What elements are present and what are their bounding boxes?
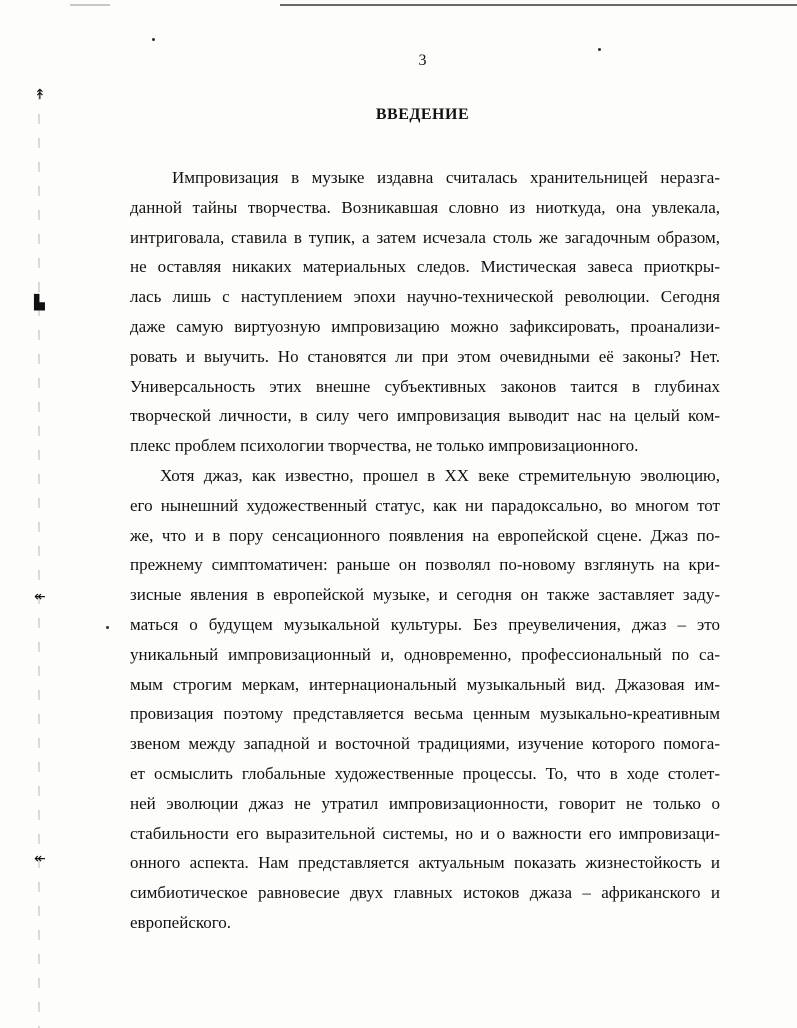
- text-line: зисные явления в европейской музыке, и сегодня он также заставляет заду-: [130, 585, 720, 605]
- text-line: творческой личности, в силу чего импровизация выводит нас на целый ком-: [130, 406, 720, 426]
- text-line: плекс проблем психологии творчества, не только импровизационного.: [130, 436, 639, 456]
- page-number: 3: [418, 52, 427, 69]
- text-line: не оставляя никаких материальных следов. Мистическая завеса приоткры-: [130, 257, 720, 277]
- section-heading: ВВЕДЕНИЕ: [375, 106, 470, 123]
- text-line: лась лишь с наступлением эпохи научно-технической революции. Сегодня: [130, 287, 720, 307]
- text-line: Импровизация в музыке издавна считалась хранительницей неразга-: [172, 168, 720, 187]
- text-line: уникальный импровизационный и, одновременно, профессиональный по са-: [130, 644, 720, 664]
- text-line: данной тайны творчества. Возникавшая словно из ниоткуда, она увлекала,: [130, 197, 720, 217]
- text-line: европейского.: [130, 912, 232, 932]
- text-line: мым строгим меркам, интернациональный музыкальный вид. Джазовая им-: [130, 674, 720, 694]
- text-line: звеном между западной и восточной традициями, изучение которого помога-: [130, 734, 720, 754]
- text-line: провизация поэтому представляется весьма ценным музыкально-креативным: [130, 704, 720, 724]
- text-line: онного аспекта. Нам представляется актуальным показать жизнестойкость и: [130, 853, 720, 873]
- text-line: Хотя джаз, как известно, прошел в XX веке стремительную эволюцию,: [160, 465, 720, 485]
- binder-hole-mark-icon: ↞: [34, 589, 46, 605]
- text-line: ней эволюции джаз не утратил импровизационности, говорит не только о: [130, 793, 720, 813]
- text-line: ровать и выучить. Но становятся ли при этом очевидными её законы? Нет.: [130, 346, 720, 366]
- text-line: же, что и в пору сенсационного появления на европейской сцене. Джаз по-: [130, 525, 720, 545]
- scan-top-edge: [0, 4, 797, 6]
- binder-hole-mark-icon: ↞: [34, 851, 46, 867]
- text-line: стабильности его выразительной системы, но и о важности его импровизаци-: [130, 823, 720, 843]
- paragraph-2: [130, 461, 720, 938]
- text-line: интриговала, ставила в тупик, а затем исчезала столь же загадочным образом,: [130, 227, 720, 247]
- text-line: Универсальность этих внешне субъективных законов таится в глубинах: [130, 376, 720, 396]
- scan-speck: [598, 48, 601, 51]
- text-line: прежнему симптоматичен: раньше он позволял по-новому взглянуть на кри-: [130, 555, 720, 575]
- text-line: ет осмыслить глобальные художественные процессы. То, что в ходе столет-: [130, 763, 720, 783]
- binding-edge: [38, 90, 40, 1028]
- text-line: симбиотическое равновесие двух главных истоков джаза – африканского и: [130, 883, 720, 903]
- text-line: его нынешний художественный статус, как ни парадоксально, во многом тот: [130, 495, 720, 515]
- scan-speck: [106, 626, 109, 629]
- body-text: [130, 163, 720, 938]
- text-line: даже самую виртуозную импровизацию можно зафиксировать, проанализи-: [130, 316, 720, 336]
- scan-speck: [152, 38, 155, 41]
- binder-hole-mark-icon: ▙: [34, 295, 45, 311]
- binder-hole-mark-icon: ↟: [34, 87, 46, 103]
- paragraph-1: [130, 163, 720, 461]
- text-line: маться о будущем музыкальной культуры. Без преувеличения, джаз – это: [130, 614, 720, 634]
